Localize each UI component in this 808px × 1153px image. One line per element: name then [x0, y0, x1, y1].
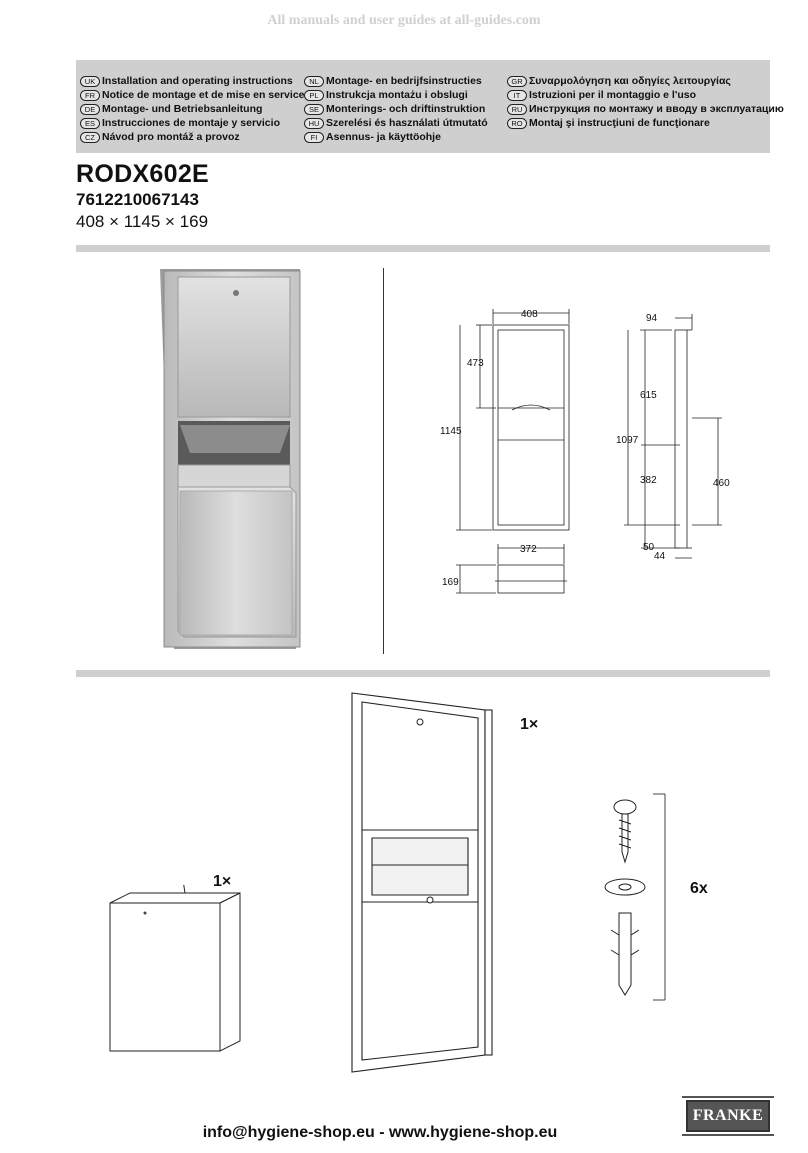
- dim-front-top-height: 473: [467, 358, 484, 369]
- fixings-quantity: 6x: [690, 880, 708, 897]
- language-item: HU Szerelési és használati útmutató: [304, 116, 488, 130]
- language-item: RO Montaj şi instrucţiuni de funcţionare: [507, 116, 784, 130]
- dim-side-right: 460: [713, 478, 730, 489]
- bin-quantity: 1×: [213, 873, 232, 890]
- contact-footer: info@hygiene-shop.eu - www.hygiene-shop.eu: [202, 1124, 558, 1141]
- language-column-3: [507, 74, 784, 130]
- language-item: UK Installation and operating instructions: [80, 74, 305, 88]
- language-item: FR Notice de montage et de mise en service: [80, 88, 305, 102]
- language-item: GR Συναρμολόγηση και οδηγίες λειτουργίας: [507, 74, 784, 88]
- franke-logo: FRANKE: [686, 1100, 770, 1132]
- cabinet-quantity: 1×: [520, 716, 539, 733]
- product-model: RODX602E: [76, 160, 210, 188]
- language-item: SE Monterings- och driftinstruktion: [304, 102, 488, 116]
- language-item: PL Instrukcja montażu i obslugi: [304, 88, 488, 102]
- watermark: All manuals and user guides at all-guides.com: [267, 13, 541, 28]
- product-photo: [150, 265, 310, 655]
- section-rule-middle: [76, 670, 770, 677]
- product-dimensions: 408 × 1145 × 169: [76, 212, 209, 231]
- dim-side-total: 1097: [616, 435, 639, 446]
- cabinet-illustration: [350, 690, 495, 1075]
- lock-icon: [233, 290, 239, 296]
- dim-side-upper: 615: [640, 390, 657, 401]
- dim-side-bottom-offset: 50: [643, 542, 655, 553]
- dim-side-depth: 94: [646, 313, 658, 324]
- language-item: ES Instrucciones de montaje y servicio: [80, 116, 305, 130]
- dim-side-lower: 382: [640, 475, 657, 486]
- section-divider: [383, 268, 384, 654]
- language-item: FI Asennus- ja käyttöohje: [304, 130, 488, 144]
- technical-drawing: [440, 300, 770, 610]
- language-column-1: [80, 74, 305, 144]
- dim-side-bottom-depth: 44: [654, 551, 666, 562]
- language-item: DE Montage- und Betriebsanleitung: [80, 102, 305, 116]
- waste-bin-illustration: [105, 885, 245, 1055]
- section-rule-top: [76, 245, 770, 252]
- language-item: NL Montage- en bedrijfsinstructies: [304, 74, 488, 88]
- language-column-2: [304, 74, 488, 144]
- fixings-illustration: [595, 790, 675, 1005]
- language-list: [76, 60, 784, 153]
- language-item: CZ Návod pro montáž a provoz: [80, 130, 305, 144]
- dim-bottom-width: 372: [520, 544, 537, 555]
- dim-front-total-height: 1145: [440, 426, 462, 437]
- dim-front-width: 408: [521, 309, 538, 320]
- dim-bottom-depth: 169: [442, 577, 459, 588]
- language-item: IT Istruzioni per il montaggio e l'uso: [507, 88, 784, 102]
- language-item: RU Инструкция по монтажу и вводу в эксплуатацию: [507, 102, 784, 116]
- product-ean: 7612210067143: [76, 190, 199, 209]
